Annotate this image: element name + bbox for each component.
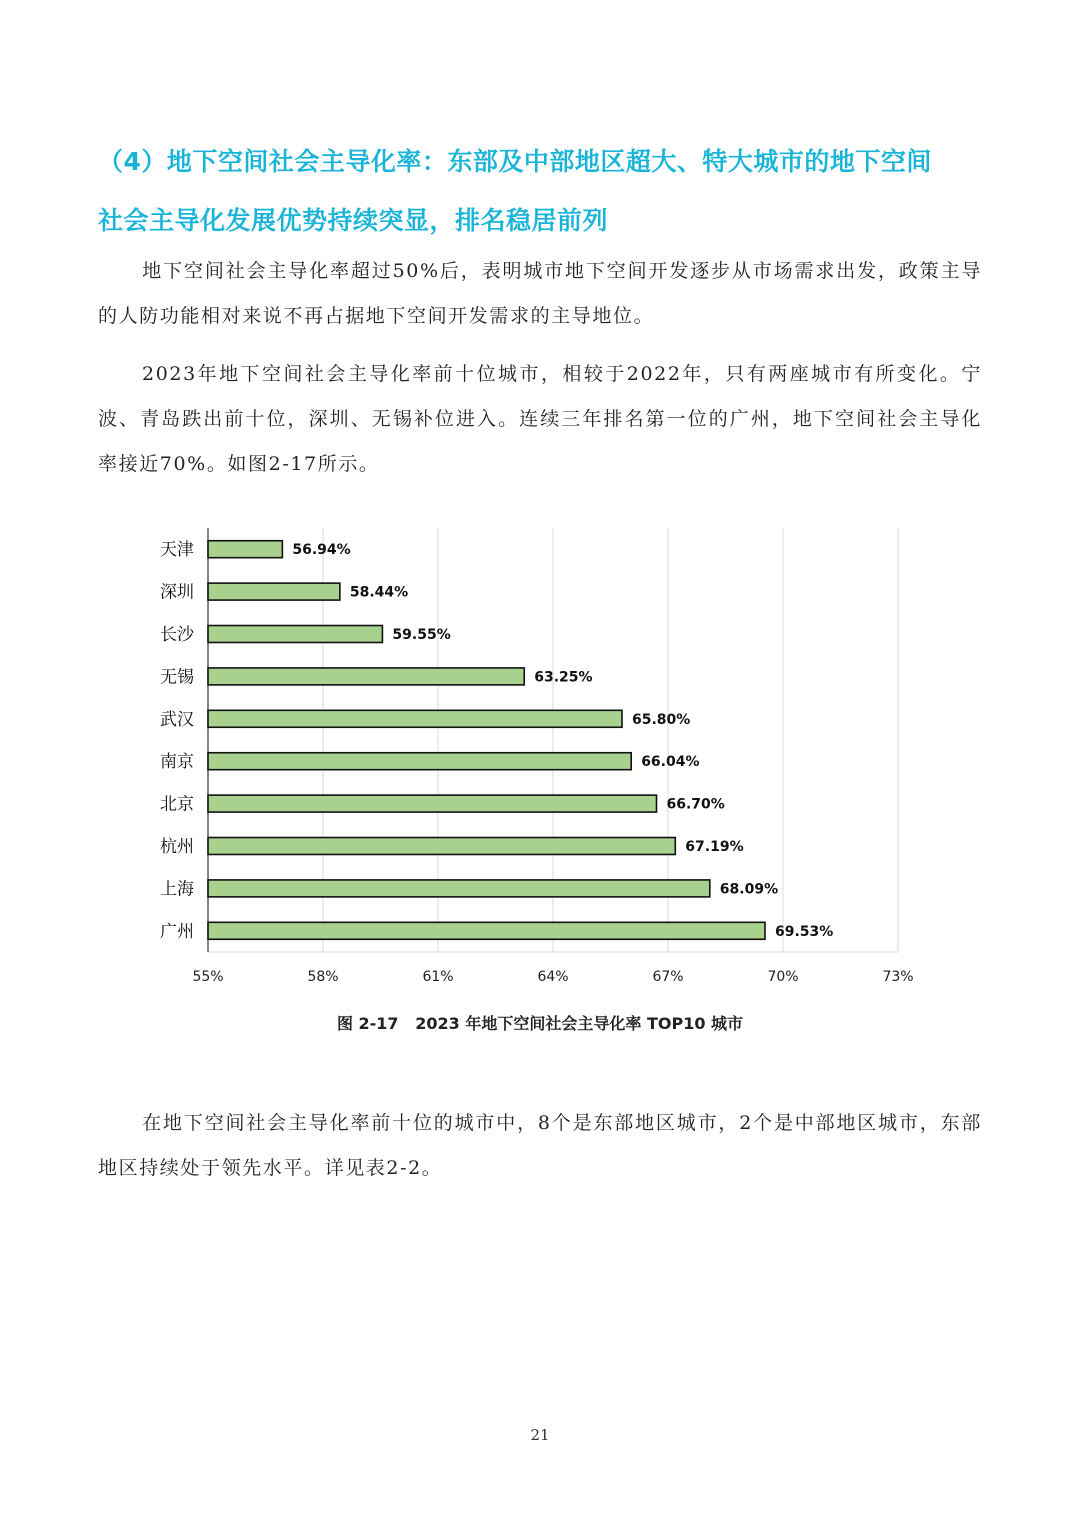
category-label: 武汉 [160, 709, 194, 730]
bar-广州 [208, 922, 765, 939]
paragraph-intro [98, 249, 982, 339]
value-label: 66.04% [641, 754, 700, 771]
value-label: 56.94% [292, 542, 351, 559]
value-label: 58.44% [349, 584, 409, 601]
value-label: 69.53% [774, 923, 834, 940]
category-label: 上海 [160, 879, 194, 900]
paragraph-regional-summary-text: 在地下空间社会主导化率前十位的城市中，8个是东部地区城市，2个是中部地区城市，东部地区持续处于领先水平。详见表2-2。 [98, 1112, 982, 1179]
section-heading-line-2: 社会主导化发展优势持续突显，排名稳居前列 [98, 206, 609, 235]
x-tick-label: 64% [537, 969, 569, 985]
category-label: 南京 [160, 752, 194, 773]
chart-svg [140, 520, 920, 990]
category-label: 杭州 [160, 837, 194, 857]
chart-caption: 图 2-17 2023 年地下空间社会主导化率 TOP10 城市 [336, 1014, 744, 1033]
bar-天津 [208, 541, 282, 558]
x-tick-label: 67% [652, 969, 684, 985]
bar-无锡 [208, 668, 524, 685]
paragraph-intro-text: 地下空间社会主导化率超过50%后，表明城市地下空间开发逐步从市场需求出发，政策主导的人防功能相对来说不再占据地下空间开发需求的主导地位。 [98, 260, 982, 327]
paragraph-regional-summary [98, 1101, 982, 1191]
category-label: 北京 [160, 794, 194, 815]
x-tick-label: 55% [192, 969, 224, 985]
value-label: 63.25% [534, 669, 593, 686]
x-tick-label: 70% [767, 969, 799, 985]
value-label: 59.55% [392, 627, 451, 643]
category-label: 长沙 [160, 625, 194, 645]
x-tick-label: 58% [307, 969, 339, 985]
bar-长沙 [208, 626, 382, 643]
value-label: 67.19% [685, 839, 744, 855]
bar-深圳 [208, 583, 340, 600]
bar-杭州 [208, 838, 675, 855]
category-label: 无锡 [160, 667, 194, 688]
page-number: 21 [530, 1426, 550, 1444]
bar-北京 [208, 795, 657, 812]
category-label: 天津 [160, 540, 194, 561]
bar-武汉 [208, 710, 622, 727]
top10-bar-chart [140, 520, 920, 990]
category-label: 广州 [160, 921, 194, 942]
value-label: 65.80% [632, 711, 691, 728]
category-label: 深圳 [160, 582, 194, 603]
section-heading-line-1: （4）地下空间社会主导化率：东部及中部地区超大、特大城市的地下空间 [98, 147, 932, 176]
x-tick-label: 61% [422, 969, 454, 985]
bar-南京 [208, 753, 631, 770]
paragraph-top10-change [98, 352, 982, 487]
bar-上海 [208, 880, 710, 897]
value-label: 68.09% [719, 881, 779, 898]
x-tick-label: 73% [882, 969, 914, 985]
value-label: 66.70% [666, 796, 725, 813]
paragraph-top10-change-text: 2023年地下空间社会主导化率前十位城市，相较于2022年，只有两座城市有所变化。宁波、青岛跌出前十位，深圳、无锡补位进入。连续三年排名第一位的广州，地下空间社会主导化率接近70%。如图2-17所示。 [98, 363, 982, 475]
